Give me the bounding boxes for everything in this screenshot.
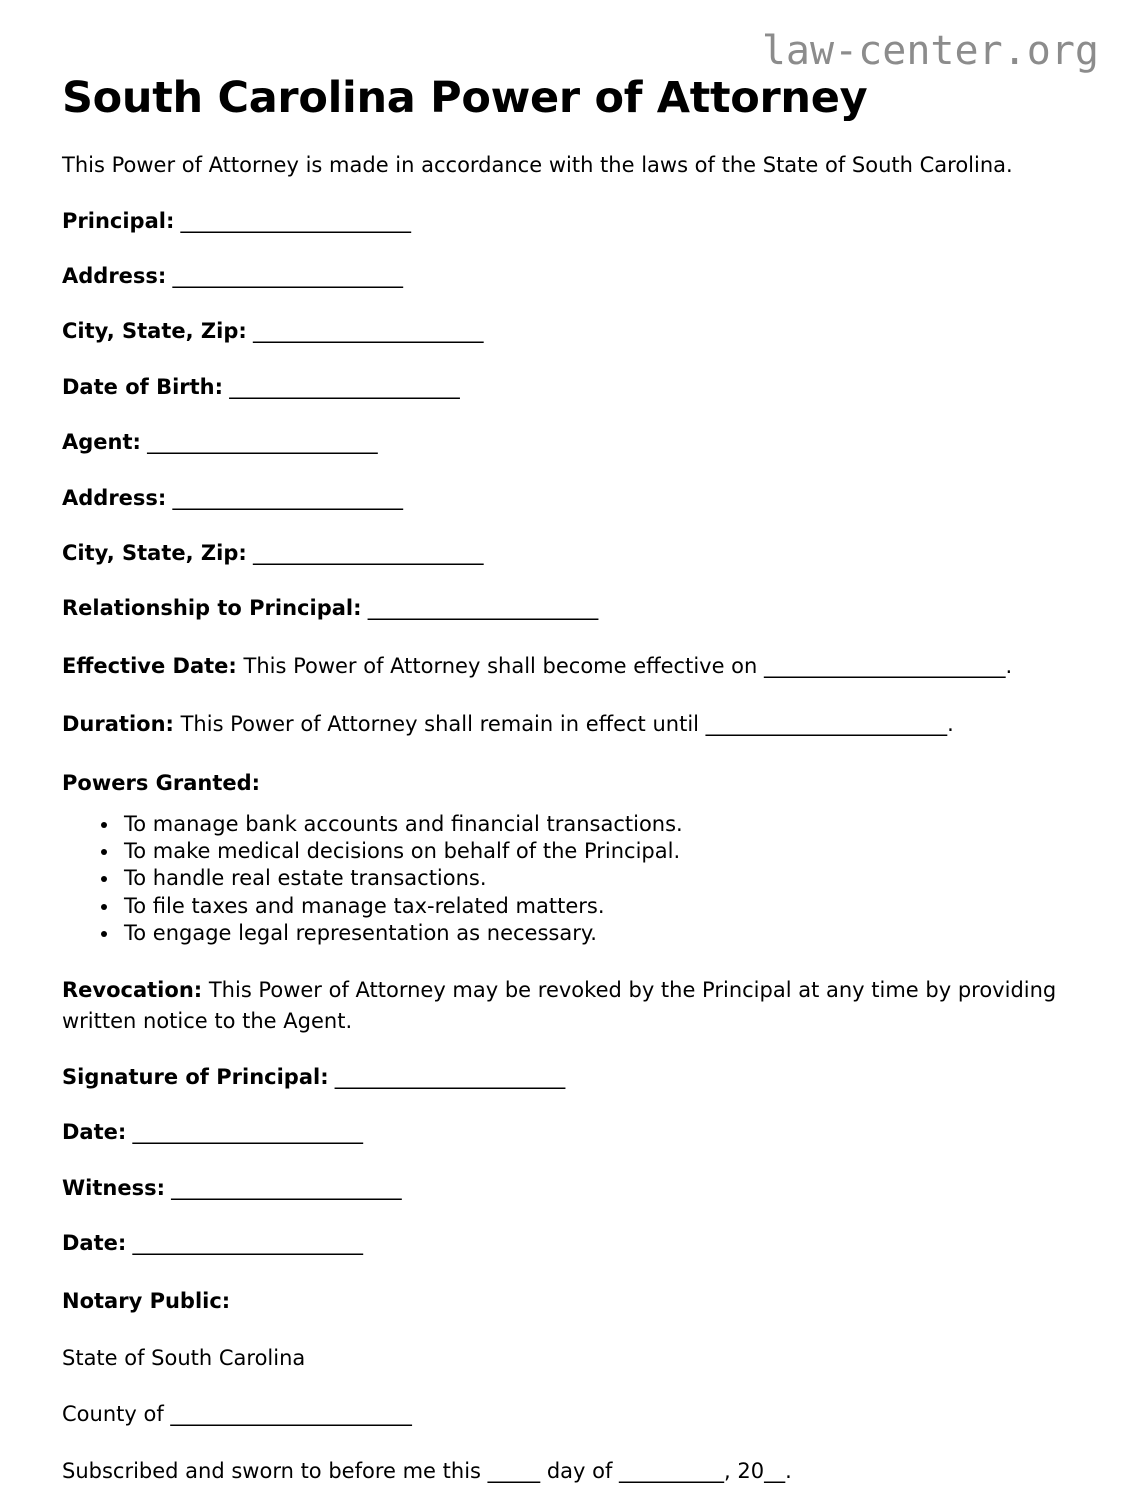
field-agent-address — [62, 457, 1071, 512]
field-label: Relationship to Principal: — [62, 596, 362, 621]
field-principal-city-state-zip — [62, 290, 1071, 345]
field-label: City, State, Zip: — [62, 319, 247, 344]
list-item: • To manage bank accounts and financial transactions. — [120, 811, 1071, 838]
clause-effective-date — [62, 623, 1071, 681]
field-label: Signature of Principal: — [62, 1065, 329, 1090]
field-label: Agent: — [62, 430, 141, 455]
clause-revocation — [62, 947, 1071, 1036]
field-blank[interactable]: _______________________ — [223, 374, 460, 399]
field-blank[interactable]: _______________________ — [126, 1120, 363, 1145]
field-blank[interactable]: _______________________ — [174, 208, 411, 233]
clause-label: Revocation: — [62, 978, 203, 1003]
notary-county-line[interactable]: County of _______________________ — [62, 1402, 412, 1427]
field-agent-name — [62, 401, 1071, 456]
list-item: • To handle real estate transactions. — [120, 865, 1071, 892]
field-label: Address: — [62, 264, 167, 289]
field-label: Address: — [62, 485, 167, 510]
field-blank[interactable]: _______________________ — [328, 1065, 565, 1090]
list-item: • To make medical decisions on behalf of the Principal. — [120, 838, 1071, 865]
field-blank[interactable]: _______________________ — [165, 1175, 402, 1200]
field-blank[interactable]: _______________________ — [126, 1231, 363, 1256]
powers-granted-list — [62, 798, 1071, 947]
field-blank[interactable]: _______________________ — [246, 540, 483, 565]
field-principal-name — [62, 180, 1071, 235]
clause-text[interactable]: This Power of Attorney shall become effective on _______________________. — [236, 653, 1013, 678]
field-witness-date — [62, 1202, 1071, 1257]
intro-paragraph: This Power of Attorney is made in accordance with the laws of the State of South Carolina. — [62, 153, 1013, 178]
field-label: Date of Birth: — [62, 374, 224, 399]
page-title: South Carolina Power of Attorney — [62, 73, 868, 123]
clause-duration — [62, 681, 1071, 739]
notary-sworn-line[interactable]: Subscribed and sworn to before me this _____ day of __________, 20__. — [62, 1458, 792, 1483]
field-label: Principal: — [62, 208, 175, 233]
field-principal-address — [62, 235, 1071, 290]
field-principal-date-of-birth — [62, 346, 1071, 401]
notary-public-heading: Notary Public: — [62, 1289, 231, 1314]
field-signature-of-principal — [62, 1036, 1071, 1091]
list-item: • To file taxes and manage tax-related matters. — [120, 893, 1071, 920]
field-blank[interactable]: _______________________ — [140, 430, 378, 455]
field-label: City, State, Zip: — [62, 540, 247, 565]
clause-text: This Power of Attorney may be revoked by the Principal at any time by providing written notice to the Agent. — [62, 978, 1063, 1033]
powers-granted-heading: Powers Granted: — [62, 771, 261, 796]
field-label: Witness: — [62, 1175, 165, 1200]
field-agent-city-state-zip — [62, 512, 1071, 567]
field-blank[interactable]: _______________________ — [246, 319, 483, 344]
clause-label: Effective Date: — [62, 653, 237, 678]
list-item: • To engage legal representation as necessary. — [120, 920, 1071, 947]
field-label: Date: — [62, 1120, 127, 1145]
field-label: Date: — [62, 1231, 127, 1256]
clause-text[interactable]: This Power of Attorney shall remain in effect until _______________________. — [173, 711, 954, 736]
field-relationship-to-principal — [62, 567, 1071, 622]
field-principal-signature-date — [62, 1091, 1071, 1146]
site-watermark: law-center.org — [761, 28, 1099, 74]
field-blank[interactable]: _______________________ — [166, 485, 403, 510]
field-blank[interactable]: _______________________ — [166, 264, 403, 289]
notary-state-line: State of South Carolina — [62, 1345, 306, 1370]
field-blank[interactable]: _______________________ — [361, 596, 598, 621]
clause-label: Duration: — [62, 711, 174, 736]
field-witness — [62, 1147, 1071, 1202]
